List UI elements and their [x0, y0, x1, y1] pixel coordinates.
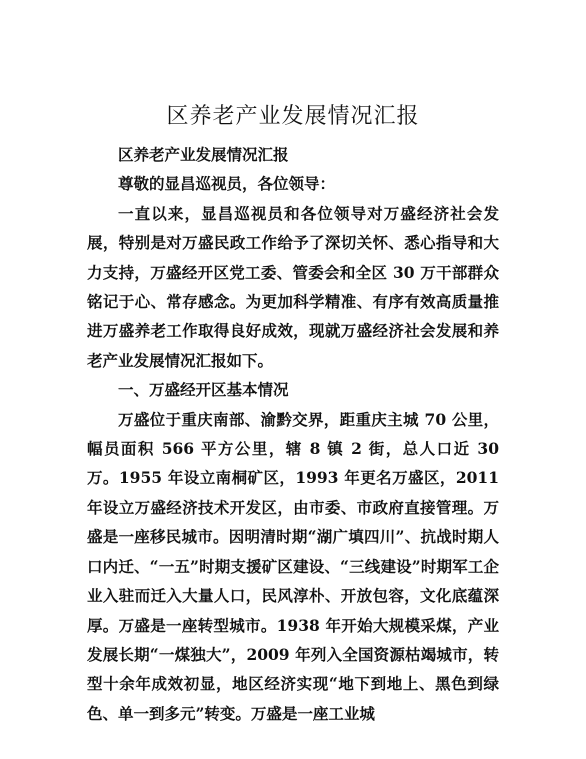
- intro-paragraph: 一直以来，显昌巡视员和各位领导对万盛经济社会发展，特别是对万盛民政工作给予了深切关怀、悉心指导和大力支持，万盛经开区党工委、管委会和全区 30 万干部群众铭记于心、常存感念。为更加科学精准、有序有效高质量推进万盛养老工作取得良好成效，现就万盛经济社会发展和养老产业发展情况汇报如下。: [87, 203, 499, 370]
- document-subtitle: 区养老产业发展情况汇报: [118, 145, 289, 164]
- section-heading: 一、万盛经开区基本情况: [118, 380, 289, 400]
- document-body: [87, 140, 499, 728]
- document-title: 区养老产业发展情况汇报: [166, 104, 420, 129]
- section-paragraph: 万盛位于重庆南部、渝黔交界，距重庆主城 70 公里，幅员面积 566 平方公里，辖 8 镇 2 街，总人口近 30 万。1955 年设立南桐矿区，1993 年更名万盛区，2011 年设立万盛经济技术开发区，由市委、市政府直接管理。万盛是一座移民城市。因明清时期“湖广填四川”、抗战时期人口内迁、“一五”时期支援矿区建设、“三线建设”时期军工企业入驻而迁入大量人口，民风淳朴、开放包容，文化底蕴深厚。万盛是一座转型城市。1938 年开始大规模采煤，产业发展长期“一煤独大”，2009 年列入全国资源枯竭城市，转型十余年成效初显，地区经济实现“地下到地上、黑色到绿色、单一到多元”转变。万盛是一座工业城: [87, 409, 499, 723]
- salutation: 尊敬的显昌巡视员，各位领导：: [118, 174, 336, 194]
